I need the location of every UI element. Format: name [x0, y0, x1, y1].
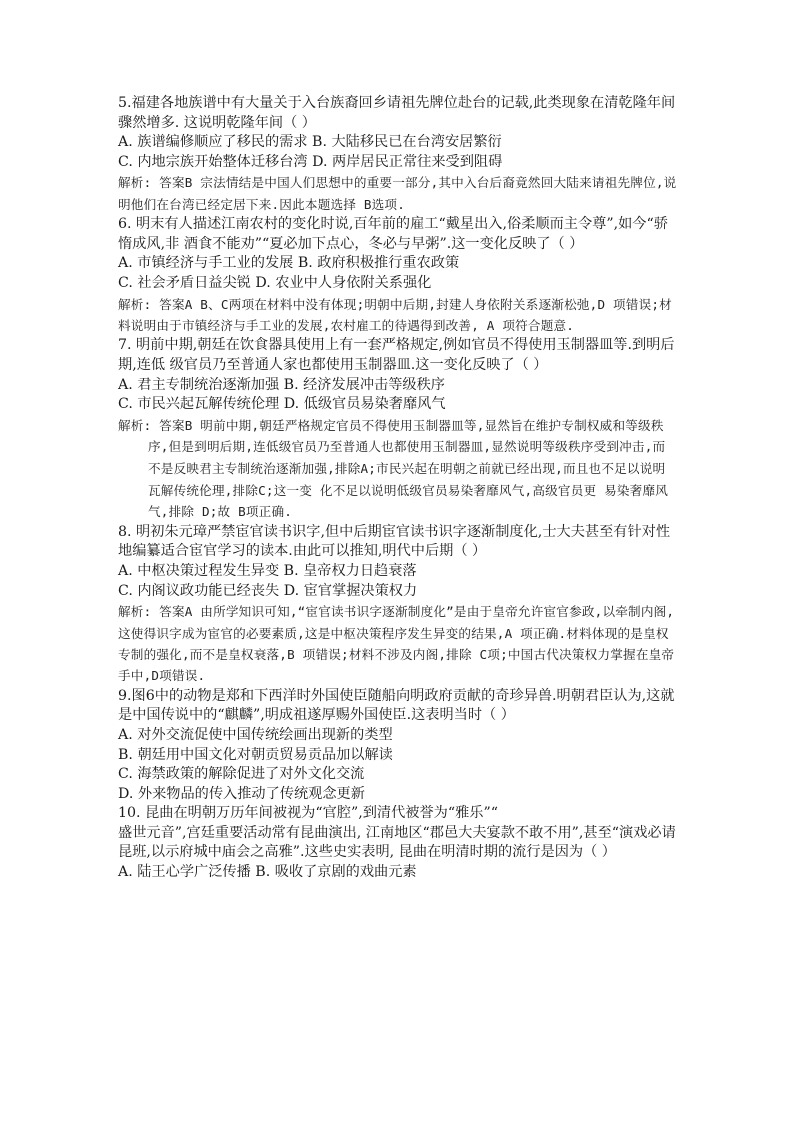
- question-6-option-cd: C. 社会矛盾日益尖锐 D. 农业中人身依附关系强化: [118, 274, 432, 291]
- question-6-stem: 6. 明末有人描述江南农村的变化时说,百年前的雇工“戴星出入,俗柔顺而主令尊”,如今“骄惰成风,非 酒食不能劝”“夏必加下点心，冬必与早粥”.这一变化反映了（ ）: [118, 216, 668, 252]
- question-8-option-cd: C. 内阁议政功能已经丧失 D. 宦官掌握决策权力: [118, 582, 418, 599]
- question-6-option-ab: A. 市镇经济与手工业的发展 B. 政府积极推行重农政策: [118, 255, 460, 272]
- question-9-stem: 9.图6中的动物是郑和下西洋时外国使臣随船向明政府贡献的奇珍异兽.明朝君臣认为,这就是中国传说中的“麒麟”,明成祖遂厚赐外国使臣.这表明当时（ ）: [118, 687, 675, 724]
- question-8-stem: 8. 明初朱元璋严禁宦官读书识字,但中后期宦官读书识字逐渐制度化,士大夫甚至有针对性地编纂适合宦官学习的读本.由此可以推知,明代中后期（ ）: [118, 523, 671, 560]
- question-7-stem: 7. 明前中期,朝廷在饮食器具使用上有一套严格规定,例如官员不得使用玉制器皿等.到明后期,连低 级官员乃至普通人家也都使用玉制器皿.这一变化反映了（ ）: [118, 337, 675, 373]
- question-7-option-cd: C. 市民兴起瓦解传统伦理 D. 低级官员易染奢靡风气: [118, 396, 446, 413]
- question-9-option-a: A. 对外交流促使中国传统绘画出现新的类型: [118, 726, 393, 743]
- question-10-option-ab: A. 陆王心学广泛传播 B. 吸收了京剧的戏曲元素: [118, 864, 417, 881]
- question-7-explanation: 解析: 答案B 明前中期,朝廷严格规定官员不得使用玉制器皿等,显然旨在维护专制权威和等级秩序,但是到明后期,连低级官员乃至普通人也都使用玉制器皿,显然说明等级秩序受到冲击,而不是反映君主专制统治逐渐加强,排除A;市民兴起在明朝之前就已经出现,而且也不足以说明瓦解传统伦理,排除C;这一变 化不足以说明低级官员易染奢靡风气,高级官员更 易染奢靡风气,排除 D;故 B项正确.: [118, 417, 669, 520]
- question-7-option-ab: A. 君主专制统治逐渐加强 B. 经济发展冲击等级秩序: [118, 376, 445, 393]
- question-5-stem: 5.福建各地族谱中有大量关于入台族裔回乡请祖先牌位赴台的记载,此类现象在清乾隆年间骤然增多. 这说明乾隆年间（ ）: [118, 95, 676, 131]
- question-5-explanation: 解析: 答案B 宗法情结是中国人们思想中的重要一部分,其中入台后裔竟然回大陆来请祖先牌位,说明他们在台湾已经定居下来.因此本题选择 B选项.: [118, 175, 677, 212]
- document-content: [118, 94, 678, 883]
- question-10-stem-line1: 10. 昆曲在明朝万历年间被视为“官腔”,到清代被誉为“雅乐”“: [118, 805, 498, 822]
- question-8-option-ab: A. 中枢决策过程发生异变 B. 皇帝权力日趋衰落: [118, 562, 417, 579]
- question-5-option-ab: A. 族谱编修顺应了移民的需求 B. 大陆移民已在台湾安居繁衍: [118, 134, 502, 151]
- question-5-option-cd: C. 内地宗族开始整体迁移台湾 D. 两岸居民正常往来受到阻碍: [118, 153, 503, 170]
- question-9-option-d: D. 外来物品的传入推动了传统观念更新: [118, 785, 365, 802]
- question-6-explanation: 解析: 答案A B、C两项在材料中没有体现;明朝中后期,封建人身依附关系逐渐松弛,D 项错误;材料说明由于市镇经济与手工业的发展,农村雇工的待遇得到改善, A 项符合题意.: [118, 296, 672, 333]
- question-9-option-c: C. 海禁政策的解除促进了对外文化交流: [118, 766, 365, 783]
- question-8-explanation: 解析: 答案A 由所学知识可知,“宦官读书识字逐渐制度化”是由于皇帝允许宦官参政,以牵制内阁,这使得识字成为宦官的必要素质,这是中枢决策程序发生异变的结果,A 项正确.材料体现的是皇权专制的强化,而不是皇权衰落,B 项错误;材料不涉及内阁,排除 C项;中国古代决策权力掌握在皇帝手中,D项错误.: [118, 604, 675, 684]
- question-9-option-b: B. 朝廷用中国文化对朝贡贸易贡品加以解读: [118, 746, 393, 763]
- question-10-stem-line2: 盛世元音”,宫廷重要活动常有昆曲演出, 江南地区“郡邑大夫宴款不敢不用”,甚至“演戏必请昆班,以示府城中庙会之高雅”.这些史实表明, 昆曲在明清时期的流行是因为（ ）: [118, 824, 676, 861]
